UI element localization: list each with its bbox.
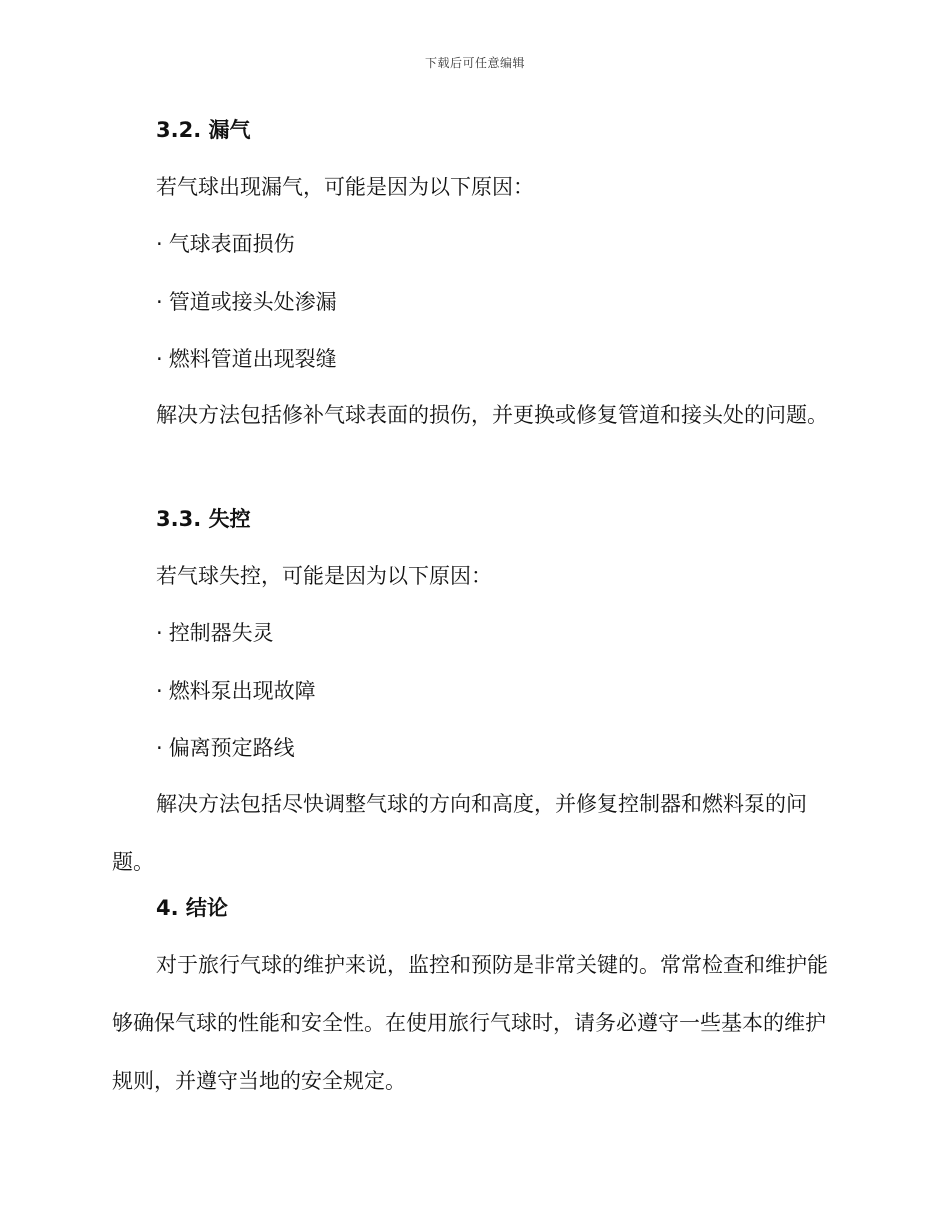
bullet-marker: ·	[156, 347, 163, 371]
list-item-text: 燃料泵出现故障	[168, 679, 316, 703]
list-item-text: 管道或接头处渗漏	[168, 290, 337, 314]
list-item	[156, 619, 274, 647]
list-item	[156, 677, 316, 705]
list-item	[156, 734, 295, 762]
list-item-text: 偏离预定路线	[168, 736, 295, 760]
bullet-marker: ·	[156, 290, 163, 314]
section-heading-3-2: 3.2. 漏气	[156, 118, 251, 142]
section-heading-4: 4. 结论	[156, 896, 228, 920]
list-item	[156, 288, 337, 316]
page-header-note: 下载后可任意编辑	[424, 56, 525, 70]
list-item	[156, 345, 337, 373]
list-item-text: 控制器失灵	[168, 621, 274, 645]
list-item-text: 气球表面损伤	[168, 232, 295, 256]
bullet-marker: ·	[156, 736, 163, 760]
section-heading-3-3: 3.3. 失控	[156, 507, 251, 531]
bullet-marker: ·	[156, 621, 163, 645]
list-item	[156, 230, 295, 258]
section-3-3-intro: 若气球失控，可能是因为以下原因：	[156, 564, 492, 588]
section-3-3-solution: 解决方法包括尽快调整气球的方向和高度，并修复控制器和燃料泵的问题。	[112, 792, 807, 874]
section-4-body: 对于旅行气球的维护来说，监控和预防是非常关键的。常常检查和维护能够确保气球的性能和安全性。在使用旅行气球时，请务必遵守一些基本的维护规则，并遵守当地的安全规定。	[112, 953, 828, 1093]
section-3-2-solution: 解决方法包括修补气球表面的损伤，并更换或修复管道和接头处的问题。	[156, 403, 828, 427]
list-item-text: 燃料管道出现裂缝	[168, 347, 337, 371]
bullet-marker: ·	[156, 232, 163, 256]
section-3-2-intro: 若气球出现漏气，可能是因为以下原因：	[156, 175, 534, 199]
bullet-marker: ·	[156, 679, 163, 703]
